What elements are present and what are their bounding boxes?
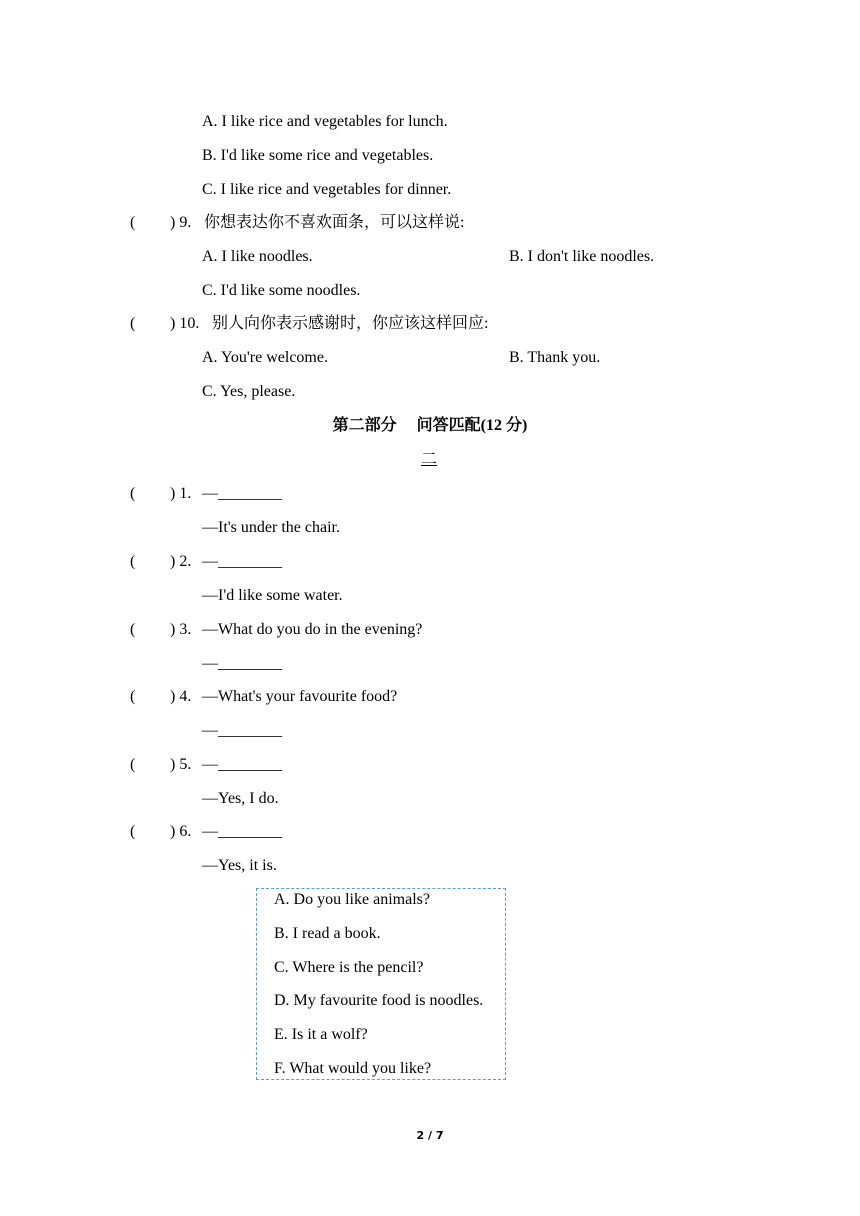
q8-option-c: C. I like rice and vegetables for dinner. [202, 181, 452, 198]
dialog-line-2: —________ [202, 722, 282, 739]
answer-paren-open: ( [130, 621, 136, 638]
q8-option-b: B. I'd like some rice and vegetables. [202, 147, 434, 164]
answer-paren-open: ( [130, 485, 136, 502]
q9-option-c: C. I'd like some noodles. [202, 282, 361, 299]
section-number: 二 [421, 451, 438, 468]
section-title: 第二部分 问答匹配(12 分) [332, 417, 528, 434]
dialog-line-2: —________ [202, 655, 282, 672]
dialog-line-1: —________ [202, 553, 282, 570]
item-number: ) 1. [170, 485, 192, 502]
q10-prompt: 别人向你表示感谢时，你应该这样回应: [212, 315, 489, 332]
q9-answer-paren-open: ( [130, 214, 136, 231]
dialog-line-1: —What's your favourite food? [202, 688, 398, 705]
item-number: ) 6. [170, 823, 192, 840]
dialog-line-1: —________ [202, 485, 282, 502]
dialog-line-2: —I'd like some water. [202, 587, 343, 604]
item-number: ) 4. [170, 688, 192, 705]
q9-prompt: 你想表达你不喜欢面条，可以这样说: [204, 214, 465, 231]
answer-choices-box [256, 888, 506, 1080]
q10-option-b: B. Thank you. [509, 349, 601, 366]
q9-option-a: A. I like noodles. [202, 248, 313, 265]
dialog-line-1: —________ [202, 756, 282, 773]
choice-c: C. Where is the pencil? [274, 959, 424, 976]
item-number: ) 5. [170, 756, 192, 773]
choice-a: A. Do you like animals? [274, 891, 430, 908]
q8-option-a: A. I like rice and vegetables for lunch. [202, 113, 448, 130]
page-number: 2 / 7 [416, 1129, 444, 1142]
item-number: ) 3. [170, 621, 192, 638]
answer-paren-open: ( [130, 688, 136, 705]
choice-e: E. Is it a wolf? [274, 1026, 368, 1043]
choice-b: B. I read a book. [274, 925, 381, 942]
q10-answer-paren-open: ( [130, 315, 136, 332]
dialog-line-1: —What do you do in the evening? [202, 621, 423, 638]
answer-paren-open: ( [130, 756, 136, 773]
dialog-line-2: —It's under the chair. [202, 519, 340, 536]
dialog-line-1: —________ [202, 823, 282, 840]
dialog-line-2: —Yes, I do. [202, 790, 279, 807]
q10-option-a: A. You're welcome. [202, 349, 328, 366]
choice-d: D. My favourite food is noodles. [274, 992, 484, 1009]
choice-f: F. What would you like? [274, 1060, 432, 1077]
answer-paren-open: ( [130, 823, 136, 840]
answer-paren-open: ( [130, 553, 136, 570]
q9-number: ) 9. [170, 214, 192, 231]
dialog-line-2: —Yes, it is. [202, 857, 277, 874]
q9-option-b: B. I don't like noodles. [509, 248, 655, 265]
q10-number: ) 10. [170, 315, 200, 332]
item-number: ) 2. [170, 553, 192, 570]
q10-option-c: C. Yes, please. [202, 383, 296, 400]
